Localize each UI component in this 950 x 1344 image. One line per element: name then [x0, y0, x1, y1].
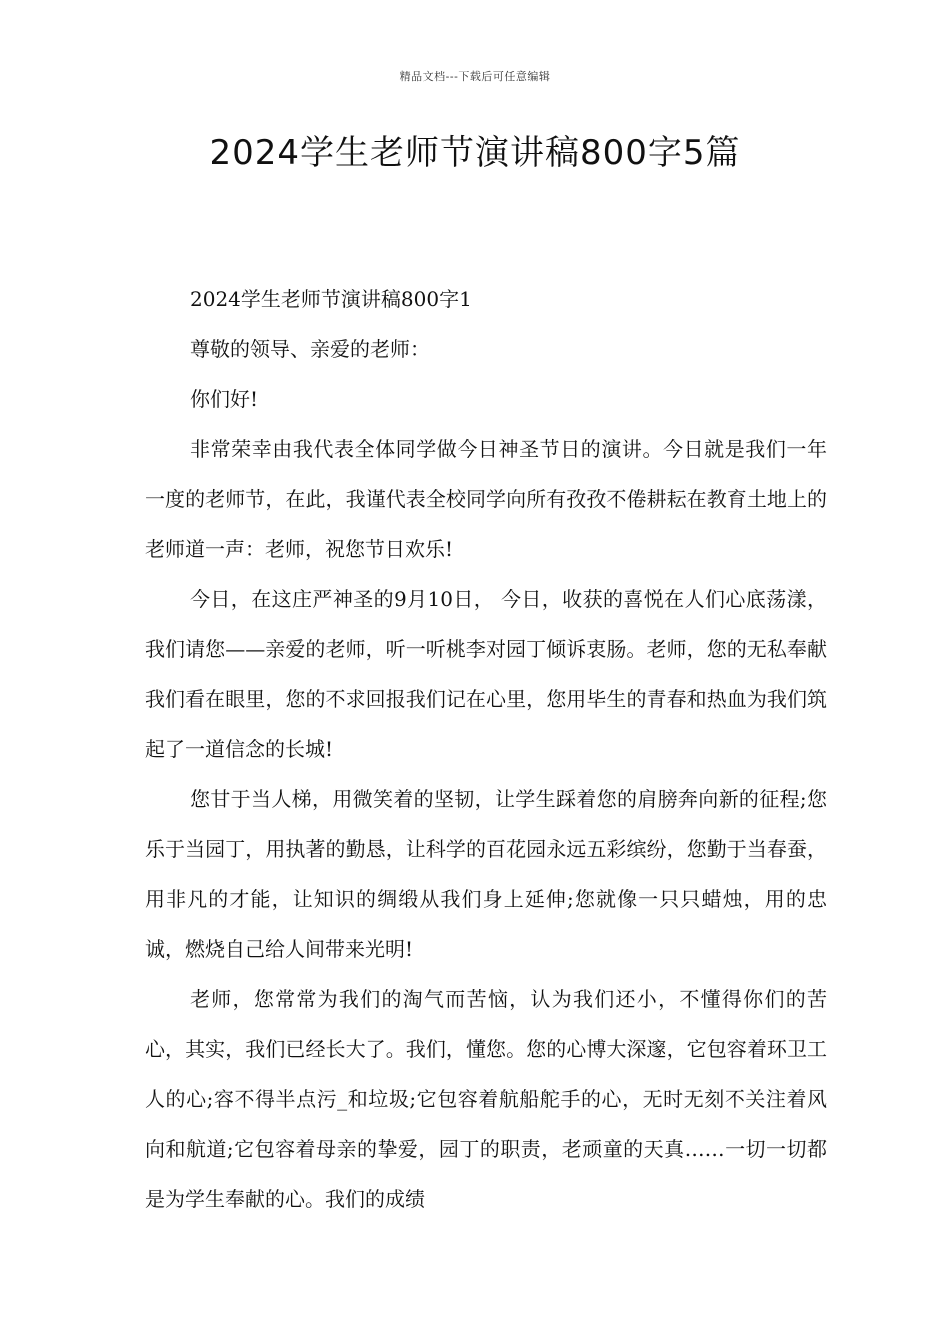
- paragraph: 今日，在这庄严神圣的9月10日， 今日，收获的喜悦在人们心底荡漾，我们请您——亲爱的老师，听一听桃李对园丁倾诉衷肠。老师，您的无私奉献我们看在眼里，您的不求回报我们记在心里，您用毕生的青春和热血为我们筑起了一道信念的长城!: [145, 587, 827, 761]
- paragraph-greeting: 你们好!: [190, 387, 259, 411]
- document-title: 2024学生老师节演讲稿800字5篇: [209, 133, 741, 173]
- paragraph: 您甘于当人梯，用微笑着的坚韧，让学生踩着您的肩膀奔向新的征程;您乐于当园丁，用执著的勤恳，让科学的百花园永远五彩缤纷，您勤于当春蚕，用非凡的才能，让知识的绸缎从我们身上延伸;您就像一只只蜡烛，用的忠诚，燃烧自己给人间带来光明!: [145, 787, 827, 961]
- document-body: [145, 274, 827, 1224]
- paragraph: 非常荣幸由我代表全体同学做今日神圣节日的演讲。今日就是我们一年一度的老师节，在此，我谨代表全校同学向所有孜孜不倦耕耘在教育土地上的老师道一声：老师，祝您节日欢乐!: [145, 437, 827, 561]
- paragraph-subtitle: 2024学生老师节演讲稿800字1: [190, 287, 472, 311]
- header-note: 精品文档---下载后可任意编辑: [399, 70, 551, 83]
- paragraph-salutation: 尊敬的领导、亲爱的老师：: [190, 337, 430, 361]
- paragraph: 老师，您常常为我们的淘气而苦恼，认为我们还小，不懂得你们的苦心，其实，我们已经长大了。我们，懂您。您的心博大深邃，它包容着环卫工人的心;容不得半点污_和垃圾;它包容着航船舵手的心，无时无刻不关注着风向和航道;它包容着母亲的挚爱，园丁的职责，老顽童的天真……一切一切都是为学生奉献的心。我们的成绩: [145, 987, 827, 1211]
